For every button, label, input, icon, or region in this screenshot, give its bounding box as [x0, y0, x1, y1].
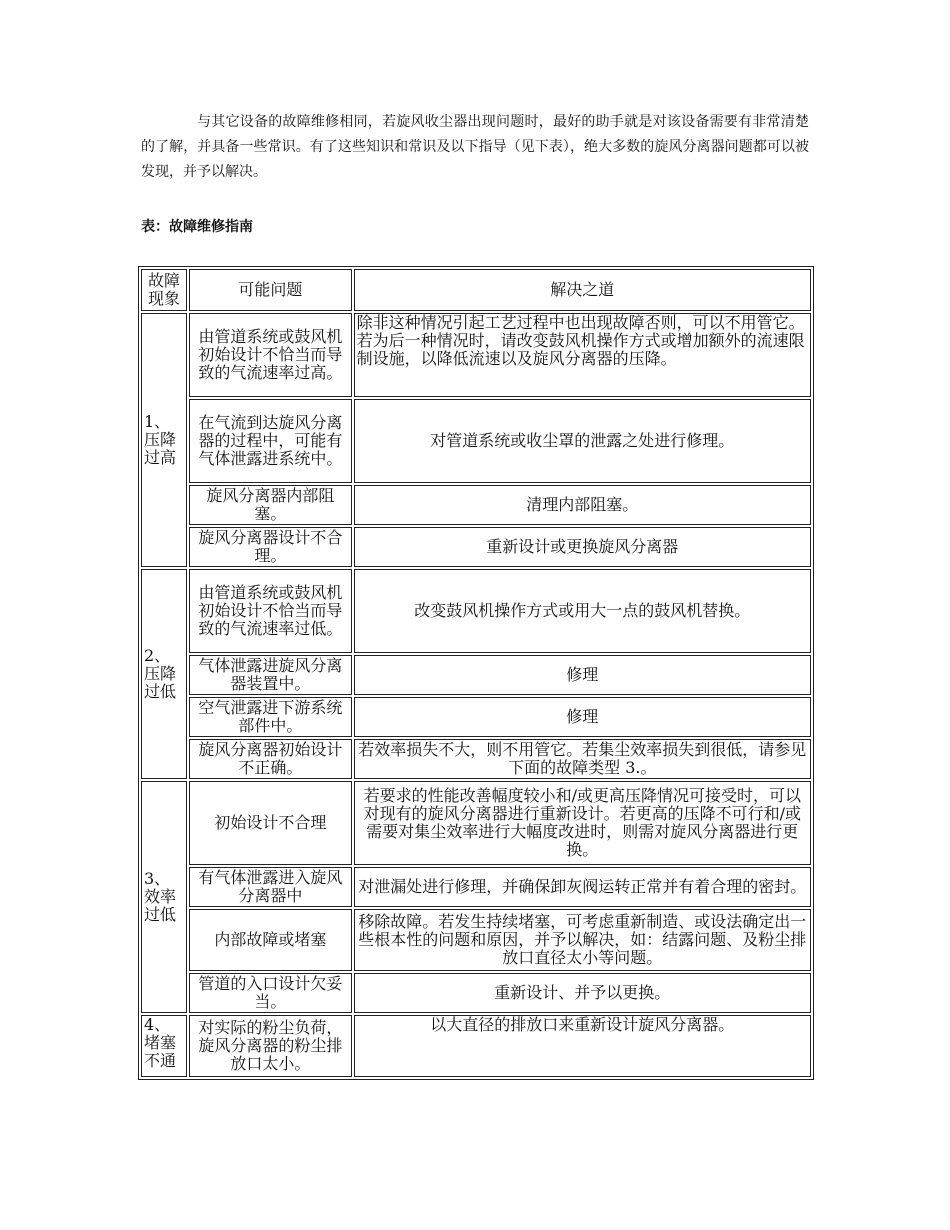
- problem-cell: 旋风分离器初始设计不正确。: [189, 739, 351, 779]
- table-header-row: [141, 269, 811, 311]
- intro-paragraph: 与其它设备的故障维修相同，若旋风收尘器出现问题时，最好的助手就是对该设备需要有非常清楚的了解，并具备一些常识。有了这些知识和常识及以下指导（见下表），绝大多数的旋风分离器问题都可以被发现，并予以解决。: [141, 114, 809, 180]
- problem-cell: 由管道系统或鼓风机初始设计不恰当而导致的气流速率过低。: [189, 569, 351, 653]
- table-row: [141, 909, 811, 971]
- problem-cell: 旋风分离器内部阻塞。: [189, 485, 351, 525]
- solution-cell: 若要求的性能改善幅度较小和/或更高压降情况可接受时，可以对现有的旋风分离器进行重新设计。若更高的压降不可行和/或需要对集尘效率进行大幅度改进时，则需对旋风分离器进行更换。: [354, 781, 811, 865]
- solution-cell: 修理: [354, 655, 811, 695]
- problem-cell: 空气泄露进下游系统部件中。: [189, 697, 351, 737]
- troubleshooting-table-container: [138, 266, 814, 1080]
- solution-cell: 清理内部阻塞。: [354, 485, 811, 525]
- solution-cell: 对管道系统或收尘罩的泄露之处进行修理。: [354, 399, 811, 483]
- solution-cell: 修理: [354, 697, 811, 737]
- table-row: [141, 399, 811, 483]
- phenomenon-cell: 3、效率过低: [141, 781, 187, 1013]
- table-row: [141, 1015, 811, 1077]
- table-row: [141, 739, 811, 779]
- phenomenon-cell: 2、压降过低: [141, 569, 187, 779]
- table-row: [141, 867, 811, 907]
- phenomenon-cell: 1、压降过高: [141, 313, 187, 567]
- header-problem: 可能问题: [189, 269, 351, 311]
- problem-cell: 管道的入口设计欠妥当。: [189, 973, 351, 1013]
- solution-cell: 改变鼓风机操作方式或用大一点的鼓风机替换。: [354, 569, 811, 653]
- problem-cell: 有气体泄露进入旋风分离器中: [189, 867, 351, 907]
- solution-cell: 移除故障。若发生持续堵塞，可考虑重新制造、或设法确定出一些根本性的问题和原因，并予以解决，如：结露问题、及粉尘排放口直径太小等问题。: [354, 909, 811, 971]
- problem-cell: 由管道系统或鼓风机初始设计不恰当而导致的气流速率过高。: [189, 313, 351, 397]
- solution-cell: 对泄漏处进行修理，并确保卸灰阀运转正常并有着合理的密封。: [354, 867, 811, 907]
- phenomenon-cell: 4、堵塞不通: [141, 1015, 187, 1077]
- table-row: [141, 527, 811, 567]
- header-phenomenon: 故障现象: [141, 269, 187, 311]
- problem-cell: 气体泄露进旋风分离器装置中。: [189, 655, 351, 695]
- troubleshooting-table: [138, 266, 814, 1080]
- table-row: [141, 313, 811, 397]
- table-row: [141, 569, 811, 653]
- problem-cell: 对实际的粉尘负荷，旋风分离器的粉尘排放口太小。: [189, 1015, 351, 1077]
- solution-cell: 以大直径的排放口来重新设计旋风分离器。: [354, 1015, 811, 1077]
- solution-cell: 若效率损失不大，则不用管它。若集尘效率损失到很低，请参见下面的故障类型 3.。: [354, 739, 811, 779]
- solution-cell: 重新设计或更换旋风分离器: [354, 527, 811, 567]
- solution-cell: 除非这种情况引起工艺过程中也出现故障否则，可以不用管它。若为后一种情况时，请改变鼓风机操作方式或增加额外的流速限制设施，以降低流速以及旋风分离器的压降。: [354, 313, 811, 397]
- table-row: [141, 697, 811, 737]
- problem-cell: 初始设计不合理: [189, 781, 351, 865]
- problem-cell: 内部故障或堵塞: [189, 909, 351, 971]
- header-solution: 解决之道: [354, 269, 811, 311]
- problem-cell: 旋风分离器设计不合理。: [189, 527, 351, 567]
- problem-cell: 在气流到达旋风分离器的过程中，可能有气体泄露进系统中。: [189, 399, 351, 483]
- table-caption: 表：故障维修指南: [141, 219, 253, 235]
- table-row: [141, 781, 811, 865]
- table-row: [141, 973, 811, 1013]
- solution-cell: 重新设计、并予以更换。: [354, 973, 811, 1013]
- table-row: [141, 655, 811, 695]
- table-row: [141, 485, 811, 525]
